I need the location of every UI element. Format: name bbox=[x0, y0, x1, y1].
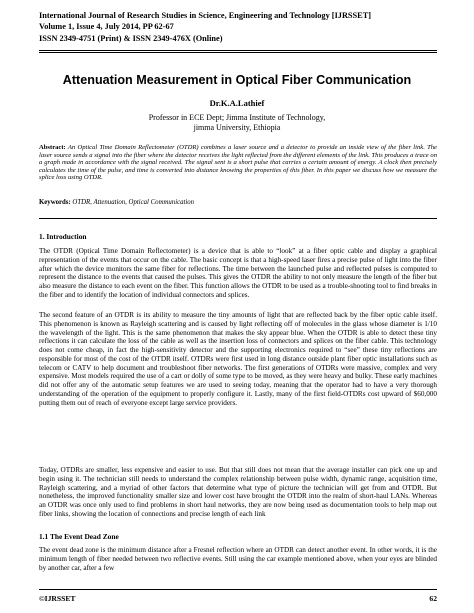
author-name: Dr.K.A.Lathief bbox=[209, 98, 265, 108]
affiliation-line-1: Professor in ECE Dept; Jimma Institute of Technology, bbox=[148, 113, 326, 122]
abstract-text: An Optical Time Domain Reflectometer (OTDR) combines a laser source and a detector to provide an inside view of the fiber link. The laser source sends a signal into the fiber where the detector receives the light reflected from the different elements of the link. This produces a trace on a graph made in accordance with the signal received. The signal sent is a short pulse that carries a certain amount of energy. A clock then precisely calculates the time of the pulse, and time is converted into distance knowing the properties of this fiber. In this paper we discuss how we measure the splice loss using OTDR. bbox=[39, 144, 437, 182]
intro-paragraph-1: The OTDR (Optical Time Domain Reflectometer) is a device that is able to “look” at a fiber optic cable and display a graphical representation of the events that occur on the cable. The basic concept is that a high-speed laser fires a precise pulse of light into the fiber after which the device monitors the same fiber for reflections. The time between the launched pulse and reflected pulses is computed to represent the distance to the events that caused the pulses. This gives the OTDR the ability to not only measure the length of the fiber but also measure the distance to each event on the fiber. This function allows the OTDR to be used as a trouble-shooting tool to find breaks in the fiber and to identify the location of individual connectors and splices. bbox=[39, 247, 437, 299]
author-affiliation bbox=[0, 113, 474, 133]
intro-paragraph-2: The second feature of an OTDR is its ability to measure the tiny amounts of light that are reflected back by the fiber optic cable itself. This phenomenon is known as Rayleigh scattering and is caused by light reflecting off of molecules in the glass whose diameter is 1/10 the wavelength of the light. This is the same phenomenon that makes the sky appear blue. When the OTDR is able to detect these tiny reflections it can calculate the loss of the cable as well as the insertion loss of connectors and splices on the fiber cable. This technology does not come cheap, in fact the high-sensitivity detector and the supporting electronics required to “see” these tiny reflections are responsible for most of the cost of the OTDR itself. OTDRs were first used in long distance outside plant fiber optic installations such as telecom or CATV to help document and troubleshoot fiber networks. The first generations of OTDRs were massive, complex and very expensive. Most models required the use of a cart or dolly of some type to be moved, as they were heavy and bulky. These early machines did not offer any of the automatic setup features we are used to seeing today, meaning that the operator had to have a very thorough understanding of the operation of the equipment to properly configure it. Lastly, many of the first field-OTDRs cost upward of $60,000 putting them out of reach of everyone except large service providers. bbox=[39, 311, 437, 407]
affiliation-line-2: jimma University, Ethiopia bbox=[193, 123, 281, 132]
journal-header bbox=[39, 10, 439, 44]
abstract bbox=[39, 144, 437, 182]
footer-rule bbox=[39, 589, 437, 590]
keywords-label: Keywords: bbox=[39, 199, 71, 206]
footer-page-number: 62 bbox=[429, 594, 437, 603]
footer-copyright: ©IJRSSET bbox=[39, 594, 76, 603]
subsection-heading-event-dead-zone: 1.1 The Event Dead Zone bbox=[39, 532, 119, 541]
journal-issn: ISSN 2349-4751 (Print) & ISSN 2349-476X (Online) bbox=[39, 33, 223, 43]
keywords bbox=[39, 199, 437, 206]
journal-name: International Journal of Research Studies in Science, Engineering and Technology [IJRSSET] bbox=[39, 11, 371, 20]
event-dead-zone-paragraph: The event dead zone is the minimum distance after a Fresnel reflection where an OTDR can detect another event. In other words, it is the minimum length of fiber needed between two reflective events. Still using the car example mentioned above, when your eyes are blinded by another car, after a few bbox=[39, 546, 437, 572]
paper-title: Attenuation Measurement in Optical Fiber Communication bbox=[62, 73, 412, 87]
keywords-rule bbox=[39, 218, 437, 219]
header-rule-top bbox=[39, 50, 437, 51]
header-rule-bottom bbox=[39, 52, 437, 53]
section-heading-introduction: 1. Introduction bbox=[39, 232, 87, 241]
abstract-label: Abstract: bbox=[39, 144, 66, 151]
intro-paragraph-3: Today, OTDRs are smaller, less expensive and easier to use. But that still does not mean that the average installer can pick one up and begin using it. The technician still needs to understand the complex relationship between pulse width, dynamic range, acquisition time, Rayleigh scattering, and a myriad of other factors that determine what type of picture the technician will get from and OTDR. But nonetheless, the improved functionality smaller size and lower cost have brought the OTDR into the realm of short-haul LANs. Whereas an OTDR was once only used to find problems in short haul networks, they are now being used as documentation tools to help map out fiber links, showing the location of connections and precise length of each link bbox=[39, 466, 437, 518]
journal-volume: Volume 1, Issue 4, July 2014, PP 62-67 bbox=[39, 22, 174, 32]
keywords-text: OTDR, Attenuation, Optical Communication bbox=[72, 199, 195, 206]
